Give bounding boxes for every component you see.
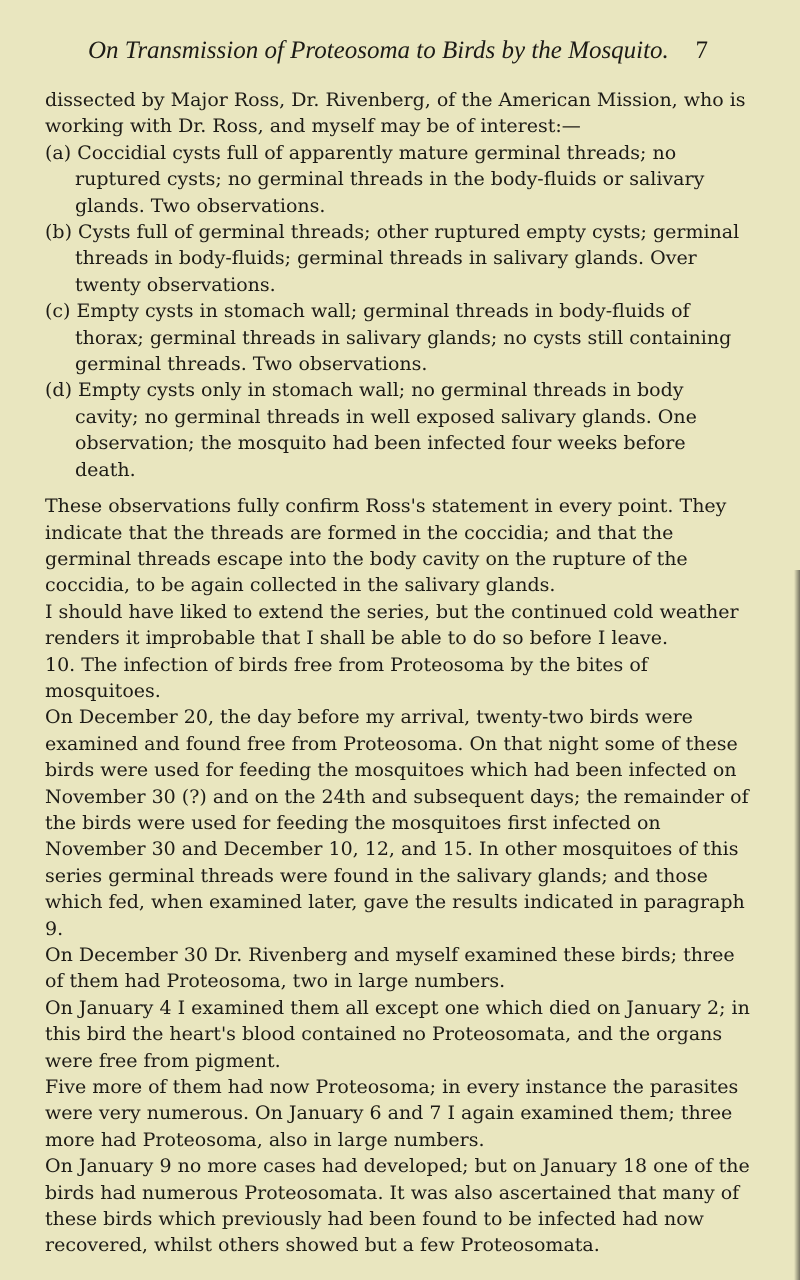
- item-text: Cysts full of germinal threads; other ruptured empty cysts; germinal threads in body-fluids; germinal threads in salivary glands. Over twenty observations.: [75, 221, 740, 296]
- paragraph: On January 9 no more cases had developed; but on January 18 one of the birds had numerous Proteosomata. It was also ascertained that many of these birds which previously had been found to be infected had now recovered, whilst others showed but a few Proteosomata.: [45, 1155, 750, 1257]
- item-label: (c): [45, 300, 71, 323]
- header-title: On Transmission of Proteosoma to Birds by the Mosquito.: [88, 37, 669, 64]
- body-text: [45, 87, 751, 1259]
- item-label: (d): [45, 379, 72, 402]
- paragraph: On December 20, the day before my arrival, twenty-two birds were examined and found free from Proteosoma. On that night some of these birds were used for feeding the mosquitoes which had been infected on November 30 (?) and on the 24th and subsequent days; the remainder of the birds were used for feeding the mosquitoes first infected on November 30 and December 10, 12, and 15. In other mosquitoes of this series germinal threads were found in the salivary glands; and those which fed, when examined later, gave the results indicated in paragraph 9.: [45, 706, 749, 940]
- list-item-a: [45, 140, 751, 219]
- page-number: 7: [695, 37, 708, 64]
- paragraph: I should have liked to extend the series, but the continued cold weather renders it improbable that I shall be able to do so before I leave.: [45, 600, 739, 650]
- list-item-d: [45, 377, 751, 483]
- section-heading: 10. The infection of birds free from Proteosoma by the bites of mosquitoes.: [45, 653, 648, 702]
- running-header: [88, 36, 708, 66]
- item-text: Empty cysts in stomach wall; germinal threads in body-fluids of thorax; germinal threads in salivary glands; no cysts still containing germinal threads. Two observations.: [75, 300, 732, 376]
- item-text: Empty cysts only in stomach wall; no germinal threads in body cavity; no germinal threads in well exposed salivary glands. One observation; the mosquito had been infected four weeks before death.: [75, 379, 697, 481]
- item-text: Coccidial cysts full of apparently mature germinal threads; no ruptured cysts; no germinal threads in the body-fluids or salivary glands. Two observations.: [75, 141, 705, 217]
- item-label: (a): [45, 141, 72, 164]
- paragraph: On January 4 I examined them all except one which died on January 2; in this bird the heart's blood contained no Proteosomata, and the organs were free from pigment.: [45, 996, 750, 1072]
- paragraph: These observations fully confirm Ross's statement in every point. They indicate that the threads are formed in the coccidia; and that the germinal threads escape into the body cavity on the rupture of the coccidia, to be again collected in the salivary glands.: [45, 495, 727, 597]
- intro-paragraph: dissected by Major Ross, Dr. Rivenberg, of the American Mission, who is working with Dr. Ross, and myself may be of interest:—: [45, 89, 746, 138]
- page-edge-shadow: [794, 570, 800, 1280]
- list-item-b: [45, 219, 751, 298]
- paragraph: On December 30 Dr. Rivenberg and myself examined these birds; three of them had Proteosoma, two in large numbers.: [45, 944, 735, 993]
- list-item-c: [45, 298, 751, 377]
- item-label: (b): [45, 221, 72, 244]
- paragraph: Five more of them had now Proteosoma; in every instance the parasites were very numerous. On January 6 and 7 I again examined them; three more had Proteosoma, also in large numbers.: [45, 1076, 739, 1151]
